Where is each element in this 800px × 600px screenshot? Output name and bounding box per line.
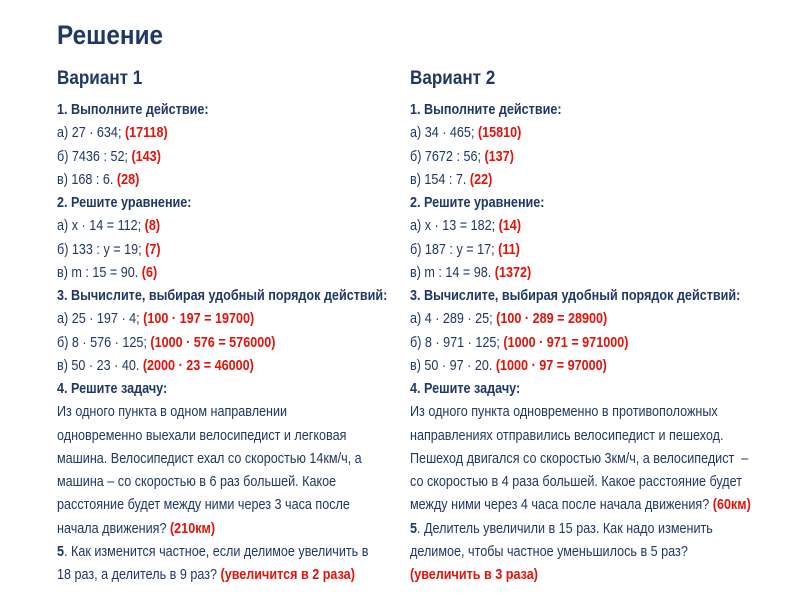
- answer: (28): [116, 170, 140, 188]
- task-text: начала движения?: [57, 519, 170, 537]
- answer: (17118): [124, 124, 168, 142]
- task-line: [410, 261, 751, 284]
- answer: (1000 · 576 = 576000): [150, 333, 276, 351]
- task-text: одновременно выехали велосипедист и легковая: [57, 426, 347, 444]
- task-line: [410, 214, 751, 237]
- task-text: б) 8 · 576 · 125;: [57, 333, 151, 351]
- variant-1-lines: [57, 98, 450, 586]
- answer: (8): [144, 217, 161, 235]
- task-heading: [410, 98, 751, 121]
- task-text: расстояние будет между ними через 3 часа после: [57, 496, 350, 514]
- answer: (7): [145, 240, 161, 258]
- task-text: со скоростью в 4 раза большей. Какое расстояние будет: [410, 473, 743, 490]
- task-text: 3. Вычислите, выбирая удобный порядок действий:: [410, 287, 741, 304]
- task-text: 3. Вычислите, выбирая удобный порядок действий:: [57, 287, 388, 304]
- task-line: [57, 540, 387, 563]
- task-text: . Как изменится частное, если делимое увеличить в: [64, 542, 369, 560]
- task-line: [410, 400, 751, 423]
- task-line: [57, 307, 387, 330]
- answer: (14): [498, 217, 522, 235]
- task-line: [410, 121, 751, 144]
- task-text: . Делитель увеличили в 15 раз. Как надо изменить: [417, 519, 713, 537]
- task-text: а) x · 13 = 182;: [410, 217, 499, 235]
- task-text: б) 187 : y = 17;: [410, 240, 499, 258]
- answer: (1000 · 97 = 97000): [495, 356, 607, 374]
- task-heading: [410, 284, 751, 307]
- task-text: 4. Решите задачу:: [57, 380, 168, 397]
- task-text: 1. Выполните действие:: [57, 101, 209, 118]
- task-line: [57, 354, 387, 377]
- task-line: [57, 238, 387, 261]
- task-text: делимое, чтобы частное уменьшилось в 5 раз?: [410, 542, 688, 560]
- task-heading: [410, 377, 751, 400]
- task-text: в) 50 · 23 · 40.: [57, 356, 143, 374]
- task-line: [410, 145, 751, 168]
- task-line: [57, 168, 387, 191]
- task-text: направлениях отправились велосипедист и пешеход.: [410, 426, 724, 444]
- answer: (11): [498, 240, 520, 258]
- answer: (137): [484, 147, 514, 165]
- task-text: 2. Решите уравнение:: [57, 194, 192, 211]
- task-line: [410, 493, 751, 516]
- answer: (увеличить в 3 раза): [410, 566, 538, 583]
- task-line: [410, 563, 751, 586]
- task-text: а) 27 · 634;: [57, 124, 125, 142]
- task-text: б) 7436 : 52;: [57, 147, 132, 165]
- answer: (100 · 197 = 19700): [143, 310, 255, 328]
- variant-1-column: [57, 64, 450, 586]
- task-text: а) x · 14 = 112;: [57, 217, 145, 235]
- task-text: 18 раз, а делитель в 9 раз?: [57, 566, 221, 583]
- task-text: а) 34 · 465;: [410, 124, 478, 142]
- task-line: [57, 563, 387, 586]
- task-line: [57, 214, 387, 237]
- task-number: 5: [57, 542, 65, 560]
- task-number: 5: [410, 519, 418, 537]
- answer: (увеличится в 2 раза): [220, 566, 355, 583]
- task-line: [57, 470, 387, 493]
- answer: (2000 · 23 = 46000): [142, 356, 254, 374]
- task-line: [410, 168, 751, 191]
- task-text: 1. Выполните действие:: [410, 101, 562, 118]
- task-heading: [57, 191, 387, 214]
- task-line: [57, 121, 387, 144]
- task-line: [410, 470, 751, 493]
- answer: (6): [141, 263, 158, 281]
- task-line: [410, 354, 751, 377]
- task-text: 4. Решите задачу:: [410, 380, 521, 397]
- variant-1-heading: Вариант 1: [57, 68, 143, 89]
- task-text: в) 50 · 97 · 20.: [410, 356, 496, 374]
- task-line: [57, 261, 387, 284]
- task-heading: [410, 191, 751, 214]
- task-line: [57, 493, 387, 516]
- variant-2-lines: [410, 98, 800, 586]
- task-line: [57, 331, 387, 354]
- task-text: машина – со скоростью в 6 раз большей. Какое: [57, 473, 337, 490]
- page-title: Решение: [57, 20, 164, 50]
- task-line: [410, 447, 751, 470]
- task-text: в) m : 15 = 90.: [57, 263, 142, 281]
- task-heading: [57, 284, 387, 307]
- task-line: [410, 238, 751, 261]
- task-line: [57, 400, 387, 423]
- task-text: а) 4 · 289 · 25;: [410, 310, 497, 328]
- task-text: б) 8 · 971 · 125;: [410, 333, 504, 351]
- task-text: б) 7672 : 56;: [410, 147, 485, 165]
- task-heading: [57, 377, 387, 400]
- task-text: Пешеход двигался со скоростью 3км/ч, а велосипедист –: [410, 449, 749, 467]
- task-text: между ними через 4 часа после начала движения?: [410, 496, 713, 514]
- task-line: [57, 517, 387, 540]
- task-text: в) 168 : 6.: [57, 170, 117, 188]
- task-heading: [57, 98, 387, 121]
- answer: (60км): [712, 496, 751, 514]
- answer: (1372): [494, 263, 532, 281]
- answer: (210км): [169, 519, 216, 537]
- task-text: в) 154 : 7.: [410, 170, 470, 188]
- task-text: в) m : 14 = 98.: [410, 263, 495, 281]
- task-line: [410, 331, 751, 354]
- answer: (22): [469, 170, 493, 188]
- task-line: [410, 517, 751, 540]
- task-line: [57, 447, 387, 470]
- variant-2-column: [410, 64, 800, 586]
- task-line: [57, 145, 387, 168]
- task-line: [410, 540, 751, 563]
- answer: (1000 · 971 = 971000): [503, 333, 629, 351]
- task-text: машина. Велосипедист ехал со скоростью 14км/ч, а: [57, 449, 362, 467]
- variant-2-heading: Вариант 2: [410, 68, 496, 89]
- answer: (15810): [477, 124, 522, 142]
- task-line: [410, 424, 751, 447]
- task-text: Из одного пункта в одном направлении: [57, 403, 288, 421]
- task-line: [410, 307, 751, 330]
- task-text: а) 25 · 197 · 4;: [57, 310, 144, 328]
- task-text: б) 133 : y = 19;: [57, 240, 146, 258]
- task-text: Из одного пункта одновременно в противоположных: [410, 403, 718, 421]
- answer: (143): [131, 147, 161, 165]
- answer: (100 · 289 = 28900): [496, 310, 608, 328]
- task-line: [57, 424, 387, 447]
- task-text: 2. Решите уравнение:: [410, 194, 545, 211]
